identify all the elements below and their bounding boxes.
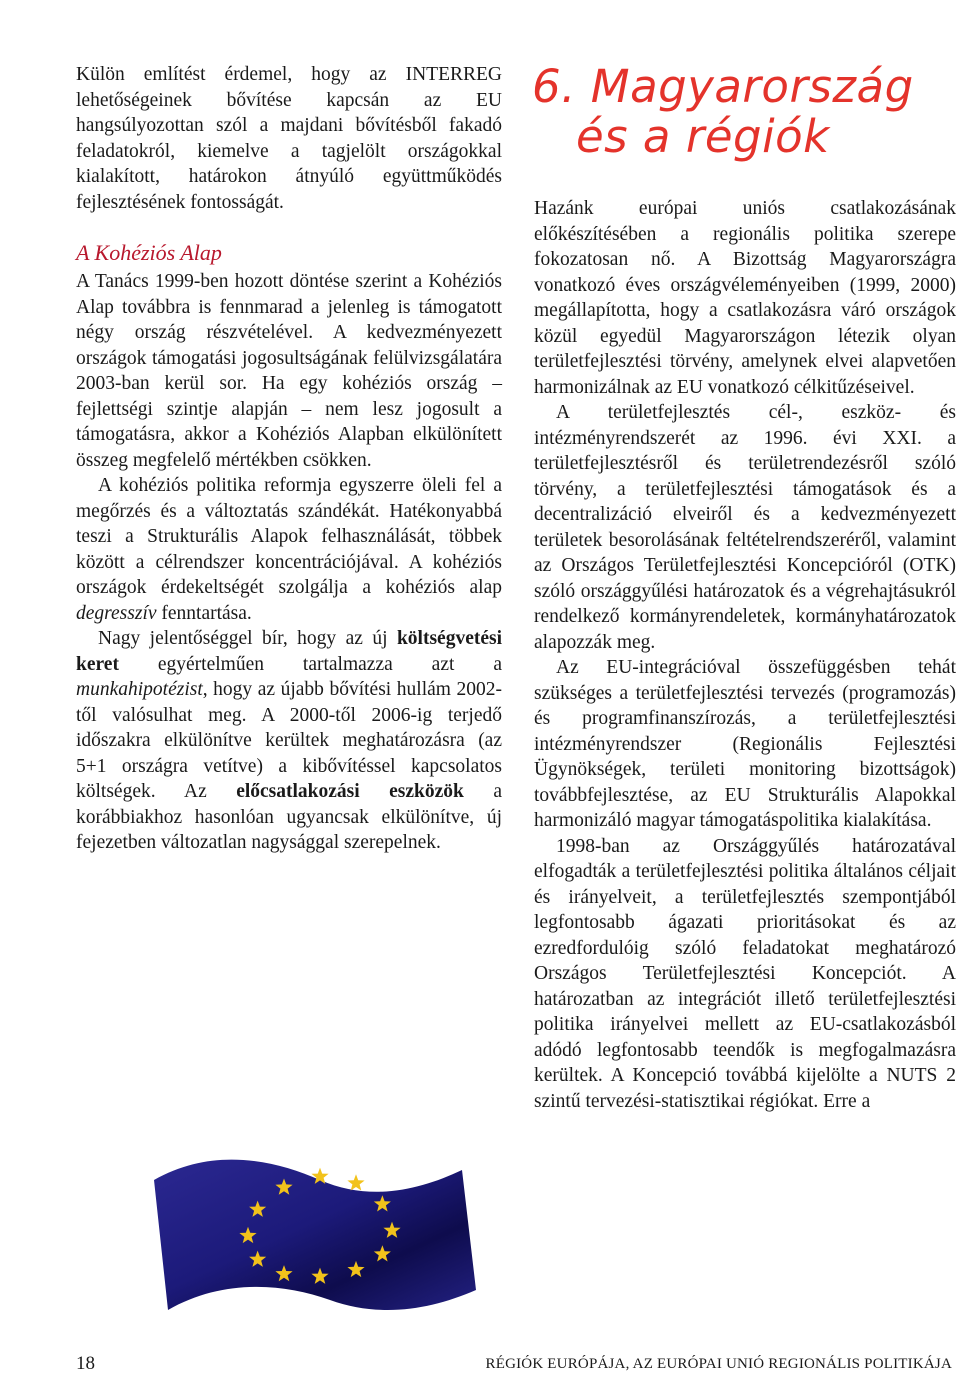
flag-cloth: [154, 1160, 476, 1310]
left-column: [76, 62, 502, 856]
emphasis-koltsegvetesi-keret: költségvetési keret: [76, 628, 502, 675]
page-number: 18: [76, 1353, 95, 1374]
kohezios-paragraph-1: A Tanács 1999-ben hozott döntése szerint a Kohéziós Alap továbbra is fennmarad a jelenleg is támogatott négy ország részvételével. A kedvezményezett országok támogatási jogosultságának felülvizsgálatára 2003-ban kerül sor. Ha egy kohéziós ország – fejlettségi szintje alapján – nem lesz jogosult a támogatásra, akkor a Kohéziós Alapban elkülönített összeg megfelelő mértékben csökken.: [76, 271, 502, 471]
intro-paragraph: Külön említést érdemel, hogy az INTERREG lehetőségeinek bővítése kapcsán az EU hangsúlyozottan szól a majdani bővítésből fakadó feladatokról, kiemelve a tagjelölt országokkal kialakított, határokon átnyúló együttműködés fejlesztésének fontosságát.: [76, 64, 502, 213]
chapter-paragraph-3: Az EU-integrációval összefüggésben tehát szükséges a területfejlesztési tervezés (programozás) és programfinanszírozás, a területfejlesztési intézményrendszer (Regionális Fejlesztési Ügynökségek, területi monitoring bizottságok) továbbfejlesztése, az EU Strukturális Alapokkal harmonizáló magyar támogatáspolitika kialakítása.: [534, 657, 956, 831]
eu-flag-icon: [150, 1140, 484, 1330]
flag-star: [347, 1174, 364, 1190]
chapter-title: [532, 62, 952, 162]
kohezios-paragraph-3: Nagy jelentőséggel bír, hogy az új költségvetési keret egyértelműen tartalmazza azt a munkahipotézist, hogy az újabb bővítési hullám 2002-től valósulhat meg. A 2000-től 2006-ig terjedő időszakra elkülönítve kerültek meghatározásra (az 5+1 országra vetítve) a kibővítéssel kapcsolatos költségek. Az előcsatlakozási eszközök a korábbiakhoz hasonlóan ugyancsak elkülönítve, új fejezetben változatlan nagysággal szerepelnek.: [76, 628, 502, 853]
chapter-paragraph-4: 1998-ban az Országgyűlés határozatával elfogadták a területfejlesztési politika általános céljait és irányelveit, a területfejlesztés szempontjából legfontosabb ágazati prioritásokat és az ezredfordulóig szóló feladatokat meghatározó Országos Területfejlesztési Koncepciót. A határozatban az integrációt illető területfejlesztési politika irányelvei mellett az EU-csatlakozásból adódó legfontosabb teendők is megfogalmazásra kerültek. A Koncepció továbbá kijelölte a NUTS 2 szintű tervezési-statisztikai régiókat. Erre a: [534, 835, 956, 1112]
subheading-kohezios-alap: A Kohéziós Alap: [76, 240, 222, 265]
chapter-paragraph-1: Hazánk európai uniós csatlakozásának előkészítésében a regionális politika szerepe fokozatosan nő. A Bizottság Magyarországra vonatkozó éves országvéleményeiben (1999, 2000) megállapította, hogy a csatlakozásra váró országok közül egyedül Magyarországon létezik olyan területfejlesztési törvény, amelynek elvei alapvetően harmonizálnak az EU vonatkozó célkitűzéseivel.: [534, 198, 956, 398]
emphasis-munkahipotezist: munkahipotézist: [76, 679, 203, 700]
emphasis-elocsatlakozasi-eszkozok: előcsatlakozási eszközök: [236, 781, 464, 802]
running-footer-title: RÉGIÓK EURÓPÁJA, AZ EURÓPAI UNIÓ REGIONÁLIS POLITIKÁJA: [485, 1356, 952, 1372]
chapter-paragraph-2: A területfejlesztés cél-, eszköz- és intézményrendszerét az 1996. évi XXI. a területfejlesztésről és területrendezésről szóló törvény, a területfejlesztési támogatások és a decentralizáció elveiről és a kedvezményezett területek besorolásának feltételrendszeréről, valamint az Országos Területfejlesztési Koncepcióról (OTK) szóló országgyűlési határozatok és a végrehajtásukról rendelkező kormányrendeletek, kormányhatározatok alapozzák meg.: [534, 402, 956, 653]
kohezios-paragraph-2: A kohéziós politika reformja egyszerre öleli fel a megőrzés és a változtatás szándékát. Hatékonyabbá teszi a Strukturális Alapok felhasználását, többek között a célrendszer koncentrációjával. A kohéziós országok érdekeltségét szolgálja a kohéziós alap degresszív fenntartása.: [76, 475, 502, 624]
chapter-title-line-2: és a régiók: [576, 110, 830, 163]
emphasis-degressziv: degresszív: [76, 602, 157, 624]
right-column: [534, 196, 956, 1114]
chapter-title-line-1: 6. Magyarország: [532, 60, 914, 113]
